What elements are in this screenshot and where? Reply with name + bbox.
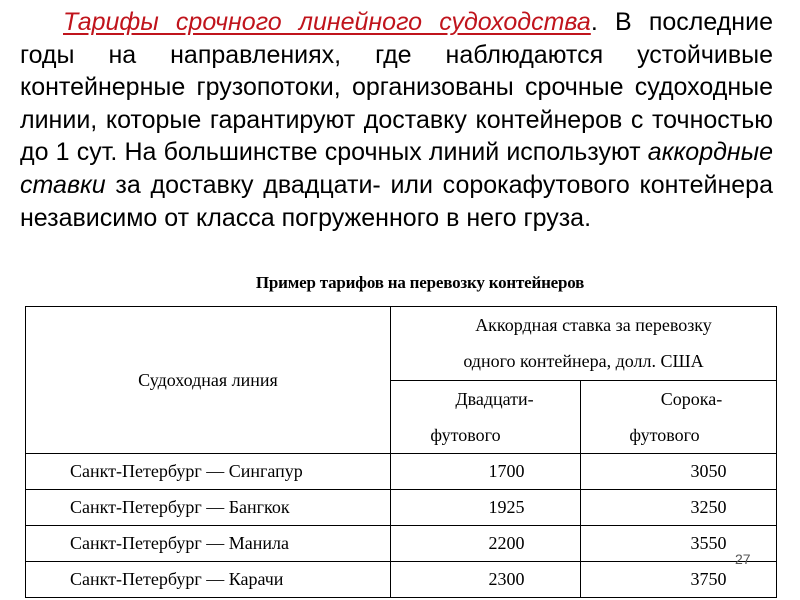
cell-forty-rate: 3550 [581, 526, 777, 562]
header-twenty-line2: футового [430, 424, 501, 445]
header-shipping-line: Судоходная линия [26, 307, 391, 454]
italic-term: аккордные ставки [20, 138, 773, 199]
cell-twenty-rate: 2200 [391, 526, 581, 562]
header-rate-group [391, 307, 777, 381]
cell-forty-rate: 3250 [581, 490, 777, 526]
paragraph-text-part2: за доставку двадцати- или сорокафутового контейнера независимо от класса погруженного в него груза. [20, 170, 773, 232]
cell-twenty-rate: 1700 [391, 454, 581, 490]
cell-twenty-rate: 2300 [391, 562, 581, 598]
header-forty-line1: Сорока- [660, 388, 723, 409]
table-row [26, 562, 777, 598]
section-title: Тарифы срочного линейного судоходства [63, 8, 591, 36]
header-forty-foot [581, 380, 777, 454]
cell-shipping-line: Санкт-Петербург — Бангкок [26, 490, 391, 526]
table-row [26, 526, 777, 562]
cell-twenty-rate: 1925 [391, 490, 581, 526]
cell-forty-rate: 3050 [581, 454, 777, 490]
header-rate-line1: Аккордная ставка за перевозку [475, 315, 712, 336]
header-forty-line2: футового [629, 424, 700, 445]
cell-shipping-line: Санкт-Петербург — Сингапур [26, 454, 391, 490]
table-header-row [26, 307, 777, 381]
tariff-table [25, 306, 777, 598]
paragraph-text-part1: . В последние годы на направлениях, где наблюдаются устойчивые контейнерные грузопотоки, организованы срочные судоходные линии, которые гарантируют доставку контейнеров с точностью до 1 сут. На большинстве срочных линий используют [20, 8, 773, 167]
header-twenty-line1: Двадцати- [455, 388, 534, 409]
body-paragraph [20, 6, 773, 234]
header-rate-line2: одного контейнера, долл. США [463, 351, 704, 372]
table-row [26, 490, 777, 526]
cell-forty-rate: 3750 [581, 562, 777, 598]
table-caption: Пример тарифов на перевозку контейнеров [255, 273, 585, 292]
page-number: 27 [735, 551, 751, 567]
cell-shipping-line: Санкт-Петербург — Манила [26, 526, 391, 562]
header-twenty-foot [391, 380, 581, 454]
table-row [26, 454, 777, 490]
cell-shipping-line: Санкт-Петербург — Карачи [26, 562, 391, 598]
